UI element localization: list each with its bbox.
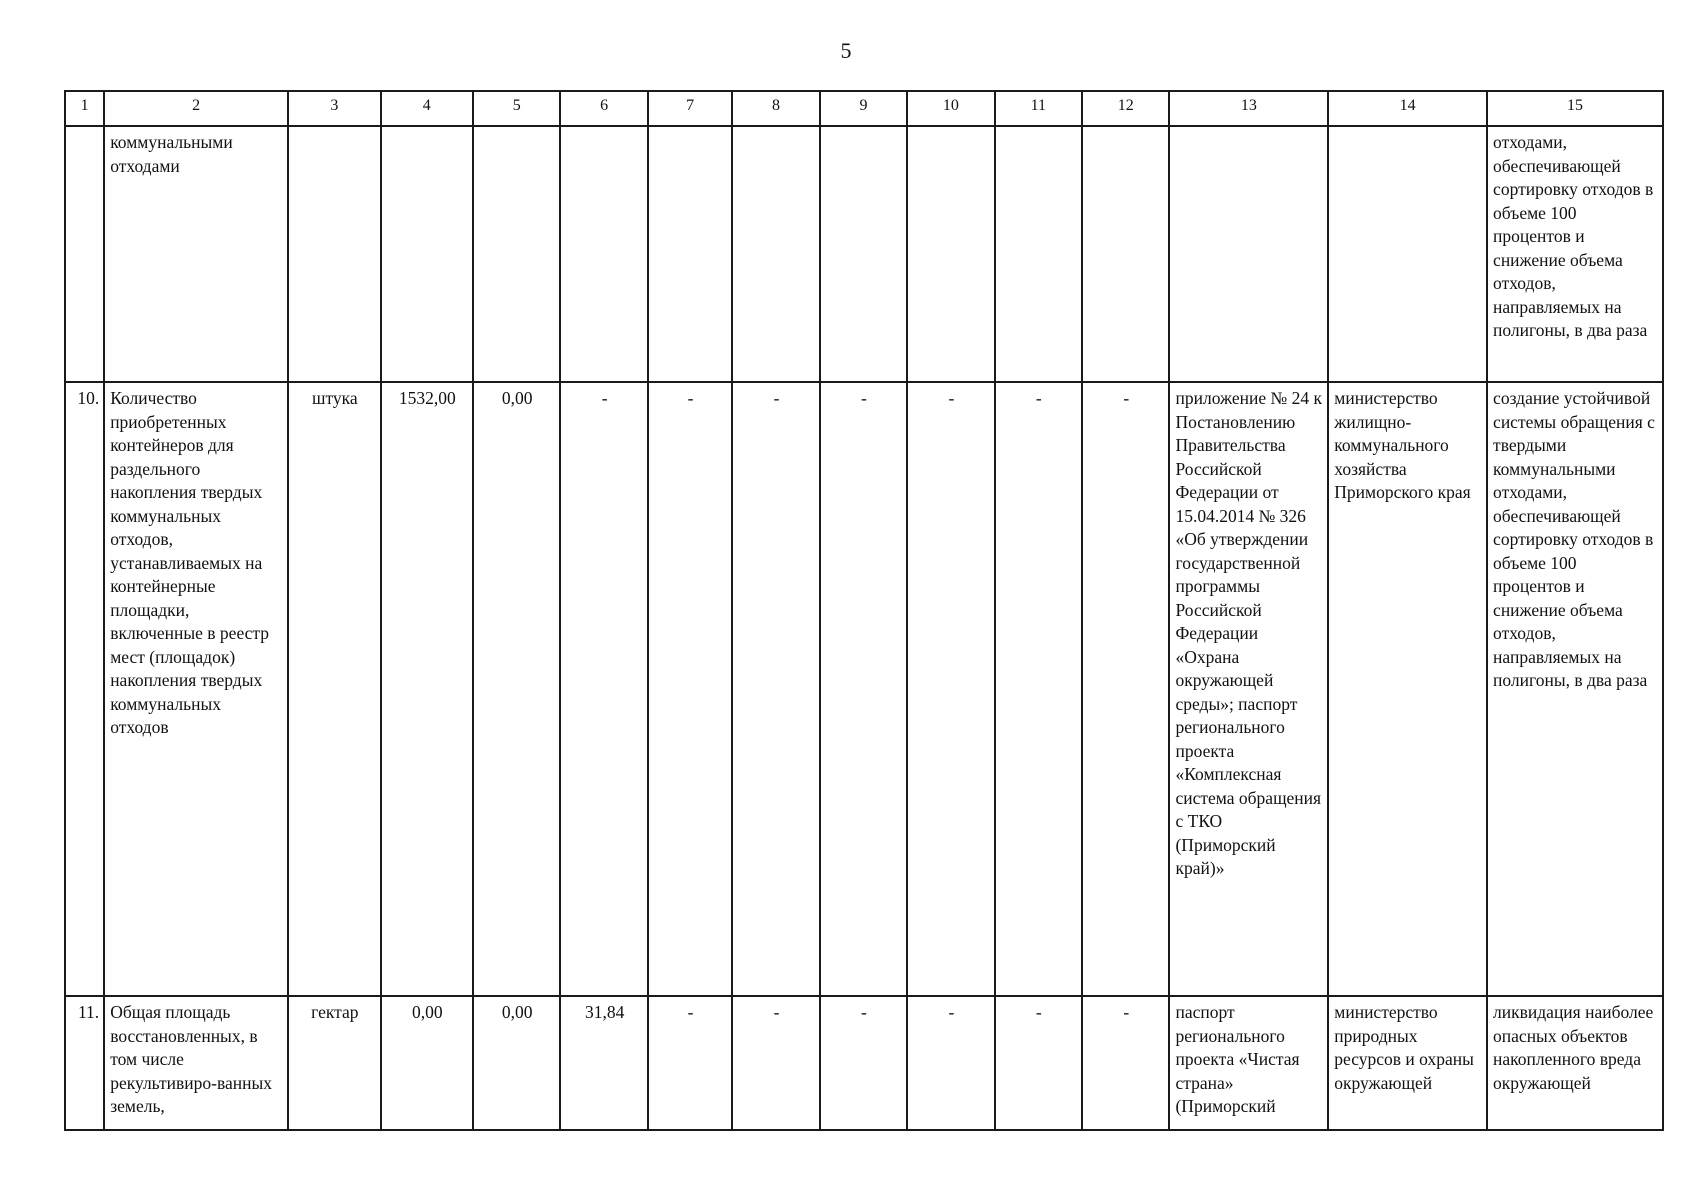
value-cell: 1532,00	[381, 382, 473, 996]
goal-cell: создание устойчивой системы обращения с твердыми коммунальными отходами, обеспечивающей сортировку отходов в объеме 100 процентов и снижение объема отходов, направляемых на полигоны, в два раза	[1487, 382, 1663, 996]
responsible-body-cell: министерство природных ресурсов и охраны окружающей	[1328, 996, 1487, 1130]
value-cell: -	[648, 996, 732, 1130]
column-header: 1	[65, 91, 104, 126]
value-cell: 31,84	[560, 996, 647, 1130]
table-cell	[648, 126, 732, 382]
table-cell	[820, 126, 907, 382]
table-cell: отходами, обеспечивающей сортировку отходов в объеме 100 процентов и снижение объема отходов, направляемых на полигоны, в два раза	[1487, 126, 1663, 382]
value-cell: 0,00	[381, 996, 473, 1130]
indicator-name: Общая площадь восстановленных, в том числе рекультивиро-ванных земель,	[104, 996, 288, 1130]
page-number: 5	[840, 38, 852, 63]
value-cell: -	[907, 382, 994, 996]
value-cell: -	[648, 382, 732, 996]
column-header: 8	[732, 91, 819, 126]
value-cell: -	[995, 996, 1082, 1130]
unit-cell: гектар	[288, 996, 380, 1130]
table-cell	[473, 126, 560, 382]
column-header: 12	[1082, 91, 1169, 126]
value-cell: -	[907, 996, 994, 1130]
responsible-body-cell: министерство жилищно-коммунального хозяйства Приморского края	[1328, 382, 1487, 996]
column-header: 10	[907, 91, 994, 126]
table-cell	[560, 126, 647, 382]
indicator-name: Количество приобретенных контейнеров для раздельного накопления твердых коммунальных отходов, устанавливаемых на контейнерные площадки, включенные в реестр мест (площадок) накопления твердых коммунальных отходов	[104, 382, 288, 996]
table-cell	[732, 126, 819, 382]
table-cell	[907, 126, 994, 382]
column-header: 13	[1169, 91, 1328, 126]
column-header: 15	[1487, 91, 1663, 126]
value-cell: 0,00	[473, 382, 560, 996]
table-cell	[381, 126, 473, 382]
value-cell: -	[560, 382, 647, 996]
table-header-row	[65, 91, 1663, 126]
column-header: 2	[104, 91, 288, 126]
table-row	[65, 382, 1663, 996]
column-header: 7	[648, 91, 732, 126]
table-cell	[65, 126, 104, 382]
column-header: 14	[1328, 91, 1487, 126]
table-cell	[1328, 126, 1487, 382]
indicators-table	[64, 90, 1664, 1131]
table-cell	[995, 126, 1082, 382]
column-header: 5	[473, 91, 560, 126]
column-header: 9	[820, 91, 907, 126]
table-cell	[1082, 126, 1169, 382]
column-header: 11	[995, 91, 1082, 126]
value-cell: -	[1082, 996, 1169, 1130]
value-cell: -	[1082, 382, 1169, 996]
column-header: 6	[560, 91, 647, 126]
table-cell	[288, 126, 380, 382]
value-cell: -	[732, 382, 819, 996]
row-number: 11.	[65, 996, 104, 1130]
column-header: 4	[381, 91, 473, 126]
value-cell: -	[820, 382, 907, 996]
table-cell: коммунальными отходами	[104, 126, 288, 382]
table-row	[65, 126, 1663, 382]
table-cell	[1169, 126, 1328, 382]
value-cell: -	[732, 996, 819, 1130]
source-document-cell: паспорт регионального проекта «Чистая страна» (Приморский	[1169, 996, 1328, 1130]
goal-cell: ликвидация наиболее опасных объектов накопленного вреда окружающей	[1487, 996, 1663, 1130]
value-cell: -	[995, 382, 1082, 996]
column-header: 3	[288, 91, 380, 126]
value-cell: -	[820, 996, 907, 1130]
unit-cell: штука	[288, 382, 380, 996]
value-cell: 0,00	[473, 996, 560, 1130]
source-document-cell: приложение № 24 к Постановлению Правительства Российской Федерации от 15.04.2014 № 326 «Об утверждении государственной программы Российской Федерации «Охрана окружающей среды»; паспорт регионального проекта «Комплексная система обращения с ТКО (Приморский край)»	[1169, 382, 1328, 996]
row-number: 10.	[65, 382, 104, 996]
table-row	[65, 996, 1663, 1130]
